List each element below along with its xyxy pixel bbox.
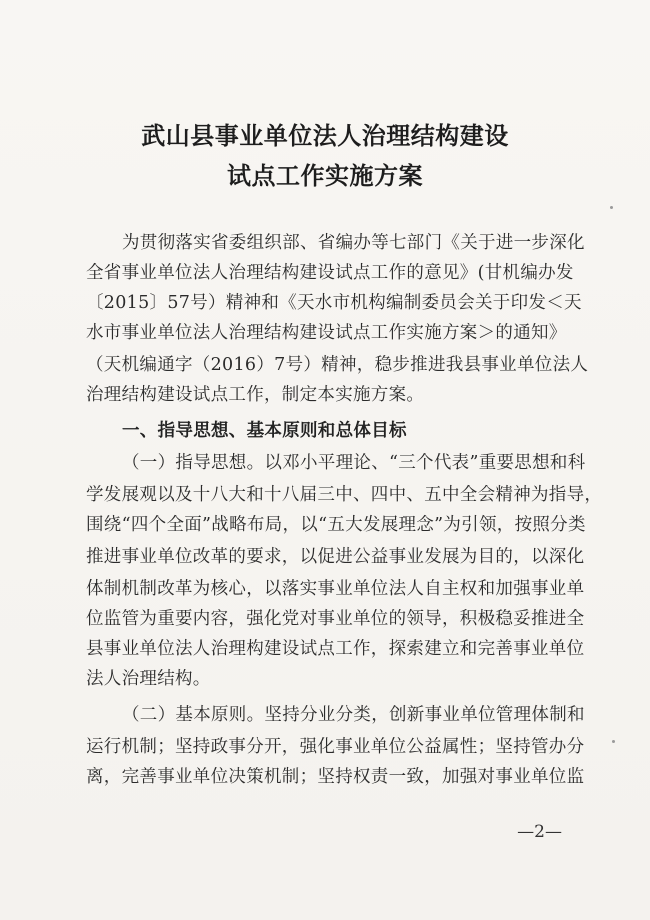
paragraph-line-9: 围绕“四个全面”战略布局，以“五大发展理念”为引领，按照分类 xyxy=(86,515,586,535)
scan-speck xyxy=(612,740,615,743)
paragraph-line-11: 体制机制改革为核心，以落实事业单位法人自主权和加强事业单 xyxy=(86,579,585,599)
paragraph-line-17: 离，完善事业单位决策机制；坚持权责一致，加强对事业单位监 xyxy=(86,767,585,787)
paragraph-line-3: 〔2015〕57号）精神和《天水市机构编制委员会关于印发＜天 xyxy=(86,293,582,313)
paragraph-line-13: 县事业单位法人治理构建设试点工作，探索建立和完善事业单位 xyxy=(86,639,585,659)
document-title-line-1: 武山县事业单位法人治理结构建设 xyxy=(141,122,509,150)
paragraph-line-14: 法人治理结构。 xyxy=(86,669,211,689)
page-number: —2— xyxy=(517,822,562,842)
document-title-line-2: 试点工作实施方案 xyxy=(227,162,423,190)
paragraph-line-8: 学发展观以及十八大和十八届三中、四中、五中全会精神为指导， xyxy=(86,485,603,505)
paragraph-line-1: 为贯彻落实省委组织部、省编办等七部门《关于进一步深化 xyxy=(122,233,585,253)
paragraph-line-7: （一）指导思想。以邓小平理论、“三个代表”重要思想和科 xyxy=(122,453,586,473)
paragraph-line-4: 水市事业单位法人治理结构建设试点工作实施方案＞的通知》 xyxy=(86,323,567,343)
paragraph-line-15: （二）基本原则。坚持分业分类，创新事业单位管理体制和 xyxy=(122,705,585,725)
section-heading-1: 一、指导思想、基本原则和总体目标 xyxy=(122,421,407,441)
paragraph-line-12: 位监管为重要内容，强化党对事业单位的领导，积极稳妥推进全 xyxy=(86,609,585,629)
scan-speck xyxy=(610,206,613,209)
paragraph-line-6: 治理结构建设试点工作，制定本实施方案。 xyxy=(86,385,425,405)
paragraph-line-2: 全省事业单位法人治理结构建设试点工作的意见》(甘机编办发 xyxy=(86,263,574,283)
paragraph-line-10: 推进事业单位改革的要求，以促进公益事业发展为目的，以深化 xyxy=(86,547,585,567)
paragraph-line-5: （天机编通字（2016）7号）精神，稳步推进我县事业单位法人 xyxy=(86,355,589,375)
paragraph-line-16: 运行机制；坚持政事分开，强化事业单位公益属性；坚持管办分 xyxy=(86,737,585,757)
